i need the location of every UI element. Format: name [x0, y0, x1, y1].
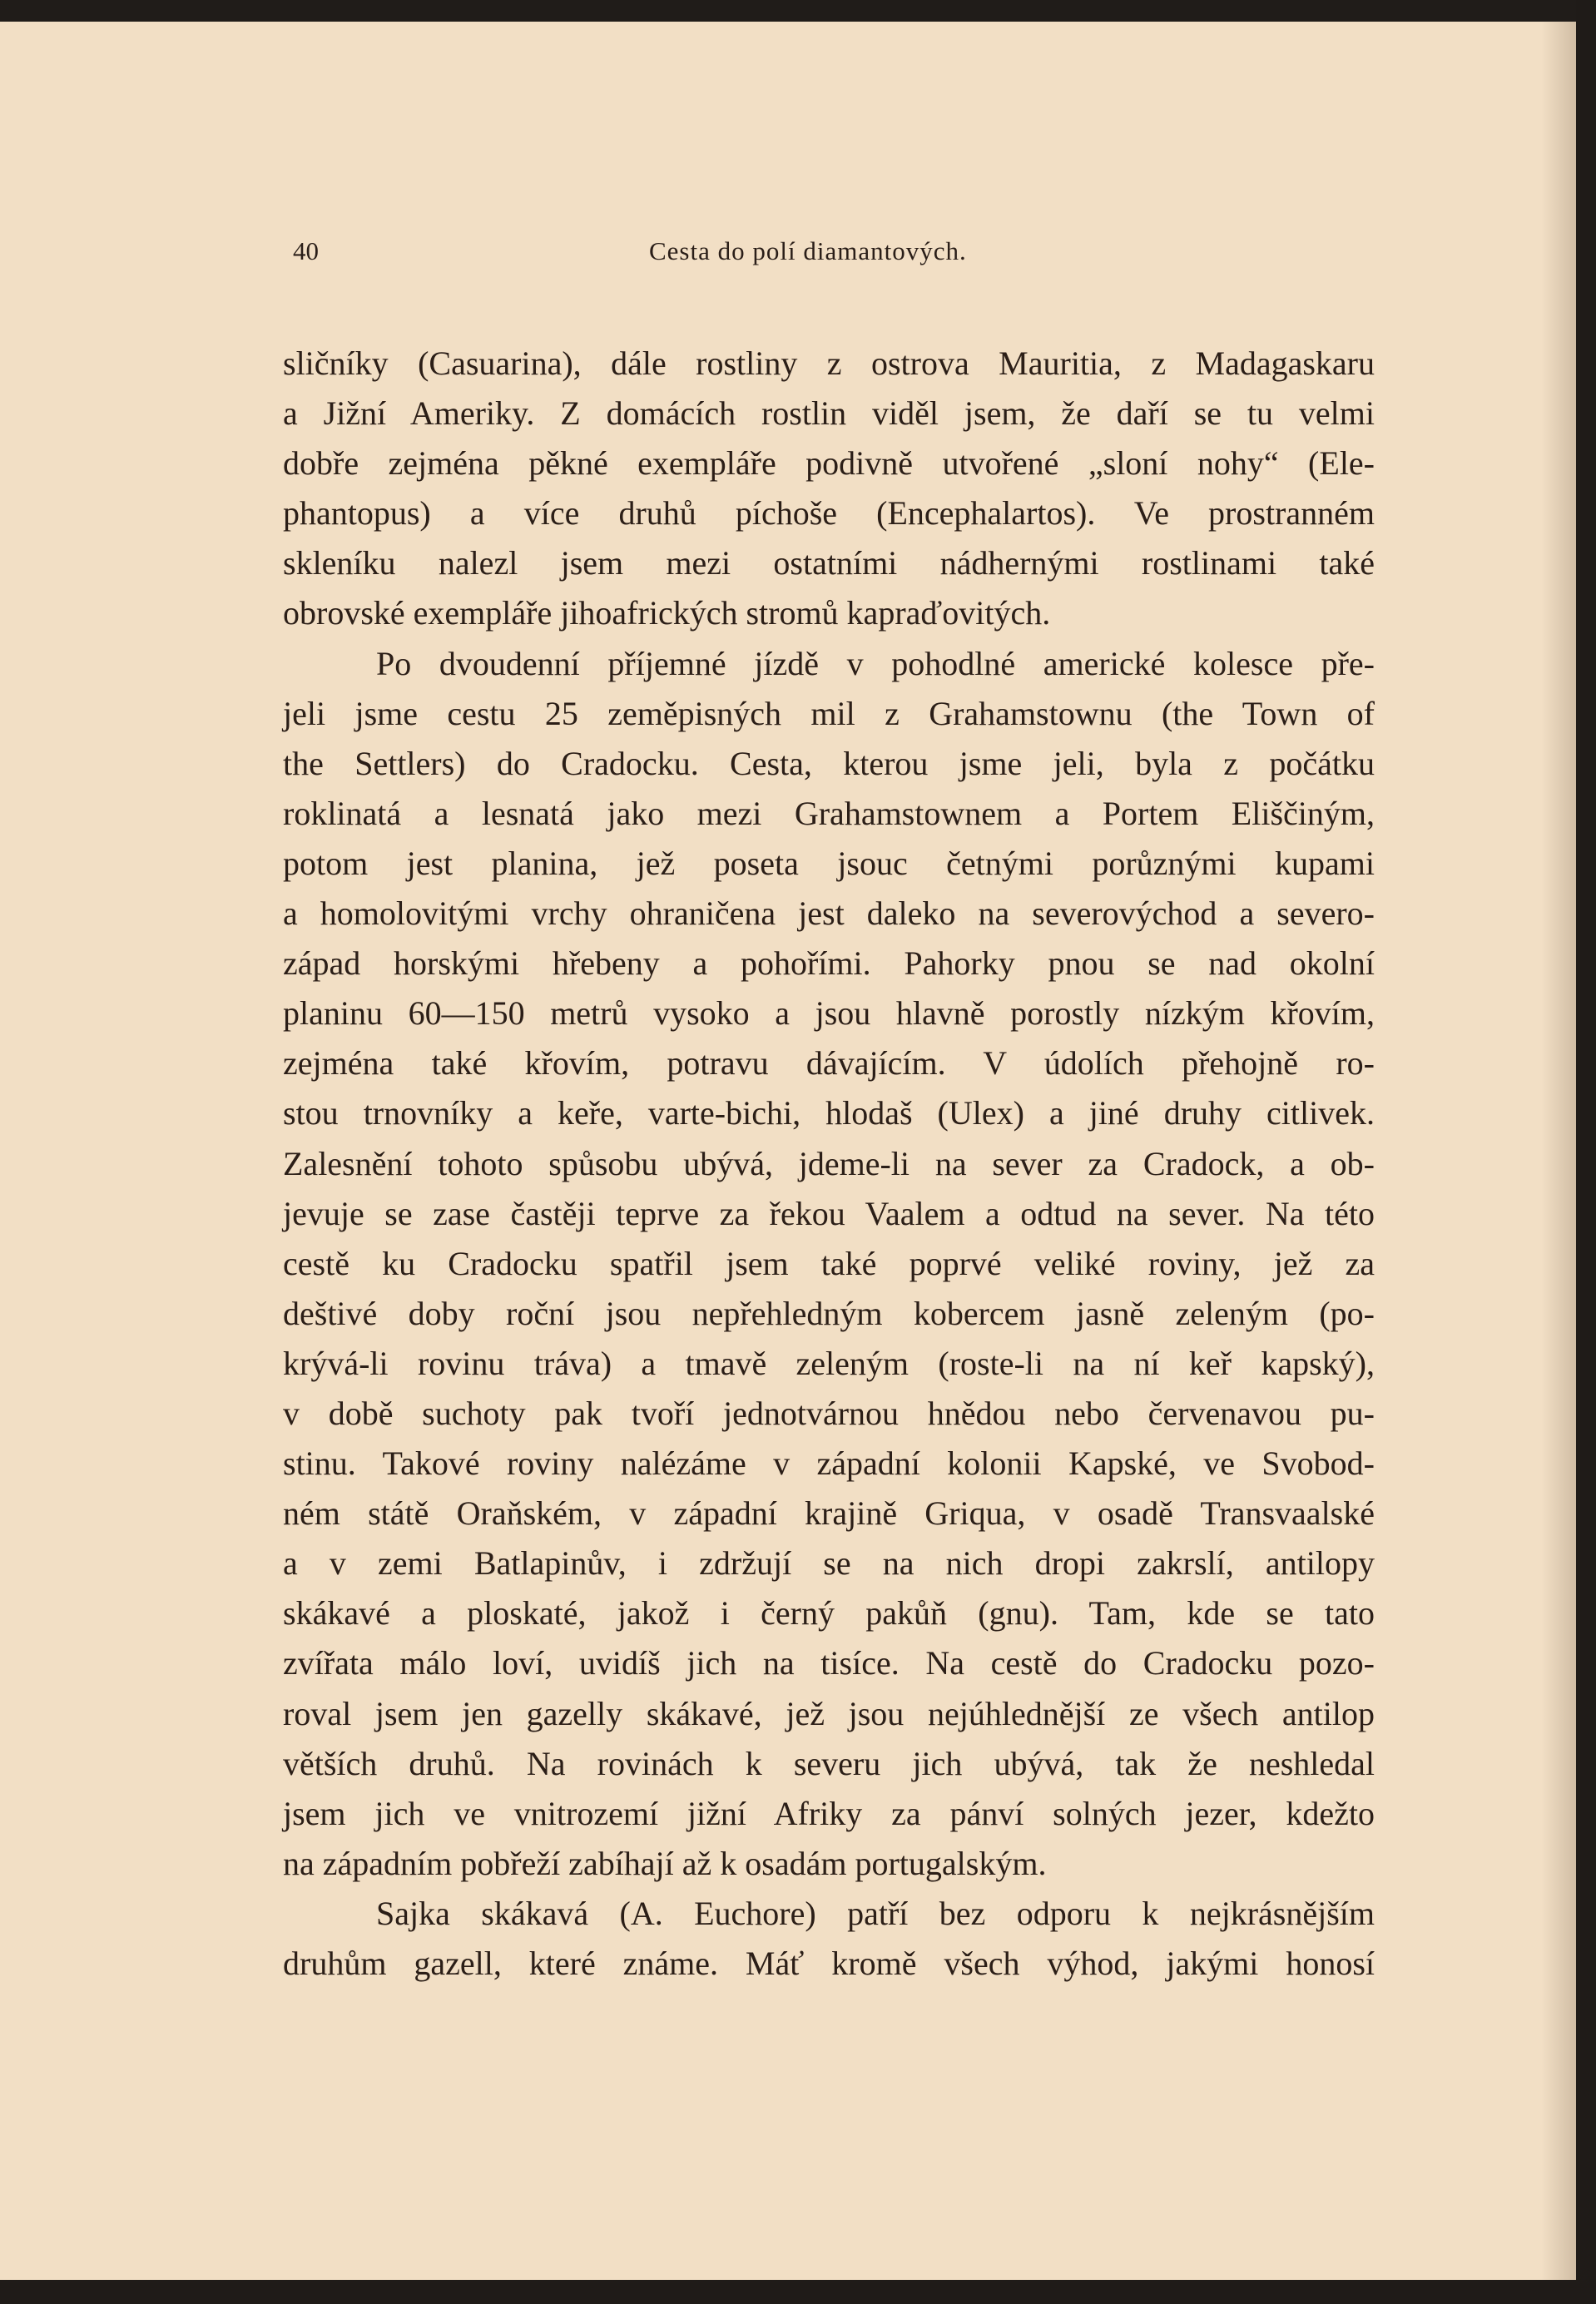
text-line: Po dvoudenní příjemné jízdě v pohodlné americké kolesce pře-	[376, 644, 1375, 682]
text-line: zejména také křovím, potravu dávajícím. V údolích přehojně ro-	[283, 1044, 1375, 1083]
text-line: krývá-li rovinu tráva) a tmavě zeleným (roste-li na ní keř kapský),	[283, 1344, 1375, 1382]
text-line: phantopus) a více druhů píchoše (Encephalartos). Ve prostranném	[283, 494, 1375, 533]
text-line: Zalesnění tohoto spůsobu ubývá, jdeme-li na sever za Cradock, a ob-	[283, 1144, 1375, 1182]
text-line: the Settlers) do Cradocku. Cesta, kterou jsme jeli, byla z počátku	[283, 744, 1375, 782]
text-line: větších druhů. Na rovinách k severu jich ubývá, tak že neshledal	[283, 1744, 1375, 1782]
text-line: a Jižní Ameriky. Z domácích rostlin viděl jsem, že daří se tu velmi	[283, 394, 1375, 433]
text-line: skleníku nalezl jsem mezi ostatními nádhernými rostlinami také	[283, 544, 1375, 582]
text-line: cestě ku Cradocku spatřil jsem také poprvé veliké roviny, jež za	[283, 1244, 1375, 1282]
text-line: sličníky (Casuarina), dále rostliny z ostrova Mauritia, z Madagaskaru	[283, 344, 1375, 382]
running-title: Cesta do polí diamantových.	[649, 236, 967, 265]
text-line: druhům gazell, které známe. Máť kromě všech výhod, jakými honosí	[283, 1945, 1375, 1982]
text-line: stou trnovníky a keře, varte-bichi, hlodaš (Ulex) a jiné druhy citlivek.	[283, 1094, 1375, 1132]
page-number: 40	[293, 236, 319, 265]
text-line: stinu. Takové roviny nalézáme v západní kolonii Kapské, ve Svobod-	[283, 1444, 1375, 1483]
text-line: a homolovitými vrchy ohraničena jest daleko na severovýchod a severo-	[283, 894, 1375, 933]
text-line: roklinatá a lesnatá jako mezi Grahamstownem a Portem Eliščiným,	[283, 794, 1375, 832]
text-line: dobře zejména pěkné exempláře podivně utvořené „sloní nohy“ (Ele-	[283, 444, 1375, 483]
text-line: a v zemi Batlapinův, i zdržují se na nich dropi zakrslí, antilopy	[283, 1544, 1375, 1583]
text-line: deštivé doby roční jsou nepřehledným kobercem jasně zeleným (po-	[283, 1294, 1375, 1332]
page-edge-shadow	[1541, 22, 1576, 2280]
text-line: planinu 60—150 metrů vysoko a jsou hlavně porostly nízkým křovím,	[283, 994, 1375, 1033]
text-line: na západním pobřeží zabíhají až k osadám portugalským.	[283, 1844, 1047, 1882]
text-line: zvířata málo loví, uvidíš jich na tisíce. Na cestě do Cradocku pozo-	[283, 1644, 1375, 1682]
text-line: západ horskými hřebeny a pohořími. Pahorky pnou se nad okolní	[283, 944, 1375, 983]
text-line: roval jsem jen gazelly skákavé, jež jsou nejúhlednější ze všech antilop	[283, 1694, 1375, 1732]
body-text	[283, 339, 1375, 1989]
text-line: potom jest planina, jež poseta jsouc četnými porůznými kupami	[283, 844, 1375, 882]
text-line: v době suchoty pak tvoří jednotvárnou hnědou nebo červenavou pu-	[283, 1394, 1375, 1432]
page-header	[291, 236, 1024, 278]
text-line: Sajka skákavá (A. Euchore) patří bez odporu k nejkrásnějším	[376, 1894, 1375, 1932]
text-line: jsem jich ve vnitrozemí jižní Afriky za pánví solných jezer, kdežto	[283, 1794, 1375, 1832]
text-line: ném státě Oraňském, v západní krajině Griqua, v osadě Transvaalské	[283, 1494, 1375, 1533]
text-line: skákavé a ploskaté, jakož i černý pakůň (gnu). Tam, kde se tato	[283, 1594, 1375, 1633]
text-line: obrovské exempláře jihoafrických stromů kapraďovitých.	[283, 594, 1051, 632]
text-line: jeli jsme cestu 25 zeměpisných mil z Grahamstownu (the Town of	[283, 694, 1375, 732]
text-line: jevuje se zase častěji teprve za řekou Vaalem a odtud na sever. Na této	[283, 1194, 1375, 1232]
